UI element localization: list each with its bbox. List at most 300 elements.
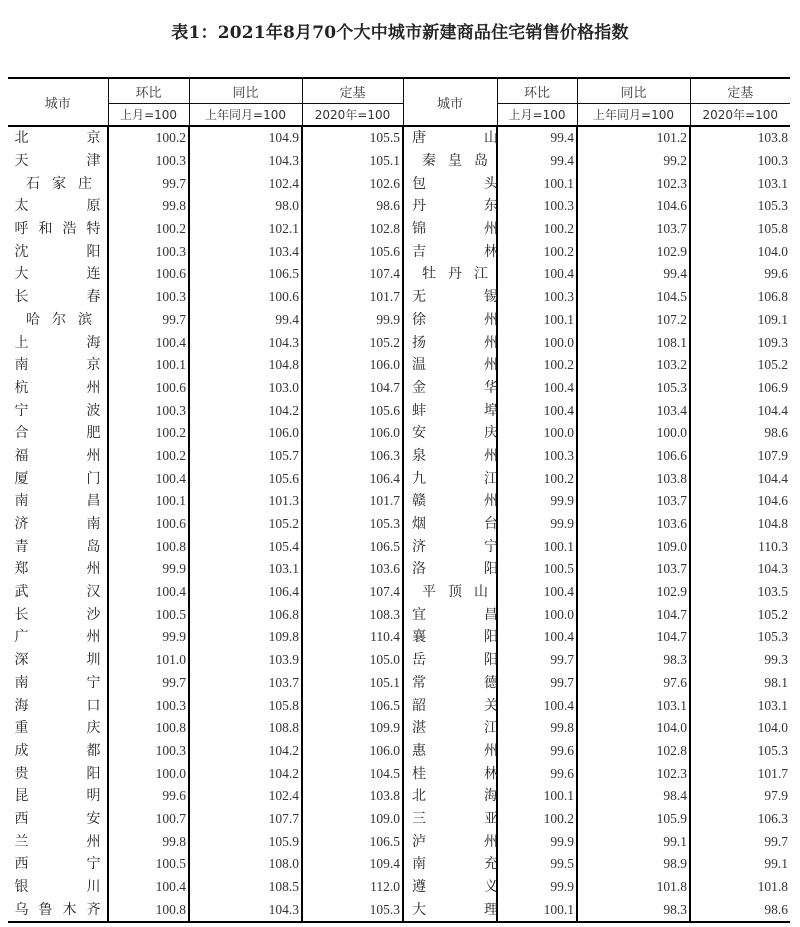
city-name xyxy=(412,422,498,444)
base-value-cell: 99.3 xyxy=(690,649,790,672)
base-value-cell: 99.9 xyxy=(302,309,403,332)
yoy-value-cell: 107.7 xyxy=(189,808,302,831)
mom-value-cell: 100.1 xyxy=(497,309,577,332)
mom-value-cell: 100.1 xyxy=(108,354,189,377)
city-char: 亚 xyxy=(484,810,498,827)
yoy-value-cell: 105.8 xyxy=(189,694,302,717)
yoy-value-cell: 104.7 xyxy=(577,626,690,649)
table-row xyxy=(8,354,790,377)
city-char: 广 xyxy=(14,629,29,646)
yoy-value-cell: 107.2 xyxy=(577,309,690,332)
city-char: 北 xyxy=(412,788,426,805)
city-name xyxy=(15,490,101,512)
table-row xyxy=(8,172,790,195)
city-char: 青 xyxy=(14,538,29,555)
city-char: 州 xyxy=(484,357,498,374)
city-char: 林 xyxy=(484,243,498,260)
yoy-value-cell: 102.3 xyxy=(577,762,690,785)
yoy-value-cell: 109.0 xyxy=(577,535,690,558)
base-value-cell: 103.1 xyxy=(690,694,790,717)
yoy-value-cell: 106.0 xyxy=(189,422,302,445)
city-name xyxy=(15,468,101,490)
table-row xyxy=(8,150,790,173)
city-char: 扬 xyxy=(412,334,426,351)
city-name-cell xyxy=(403,535,497,558)
base-value-cell: 98.6 xyxy=(690,422,790,445)
city-name xyxy=(15,717,101,739)
city-name xyxy=(15,808,101,830)
base-value-cell: 103.5 xyxy=(690,581,790,604)
city-name-cell xyxy=(8,649,108,672)
base-value-cell: 109.1 xyxy=(690,309,790,332)
city-name-cell xyxy=(403,853,497,876)
city-char: 州 xyxy=(484,833,498,850)
city-name xyxy=(412,490,498,512)
yoy-value-cell: 104.2 xyxy=(189,762,302,785)
city-name xyxy=(412,354,498,376)
city-name xyxy=(418,150,488,172)
table-body xyxy=(8,126,790,922)
mom-value-cell: 99.6 xyxy=(497,740,577,763)
yoy-value-cell: 103.7 xyxy=(189,672,302,695)
city-name-cell xyxy=(403,240,497,263)
city-char: 波 xyxy=(86,402,101,419)
base-value-cell: 103.8 xyxy=(302,785,403,808)
city-name-cell xyxy=(403,717,497,740)
base-value-cell: 106.0 xyxy=(302,354,403,377)
city-char: 川 xyxy=(86,879,101,896)
city-name xyxy=(412,445,498,467)
city-name-cell xyxy=(8,626,108,649)
city-char: 津 xyxy=(86,153,101,170)
base-value-cell: 106.0 xyxy=(302,740,403,763)
city-char: 木 xyxy=(62,901,77,918)
city-char: 呼 xyxy=(14,221,29,238)
city-name xyxy=(15,286,101,308)
city-char: 重 xyxy=(14,720,29,737)
city-char: 无 xyxy=(412,289,426,306)
yoy-value-cell: 102.8 xyxy=(577,740,690,763)
city-char: 宁 xyxy=(86,856,101,873)
city-name xyxy=(412,695,498,717)
city-name xyxy=(15,853,101,875)
city-char: 明 xyxy=(86,788,101,805)
base-value-cell: 109.0 xyxy=(302,808,403,831)
city-char: 烟 xyxy=(412,516,426,533)
city-char: 尔 xyxy=(52,311,66,328)
base-value-cell: 101.7 xyxy=(302,286,403,309)
city-char: 台 xyxy=(484,516,498,533)
table-row xyxy=(8,535,790,558)
city-name xyxy=(412,195,498,217)
base-value-cell: 109.9 xyxy=(302,717,403,740)
mom-value-cell: 100.2 xyxy=(108,445,189,468)
mom-value-cell: 100.3 xyxy=(108,399,189,422)
mom-value-cell: 99.9 xyxy=(497,513,577,536)
city-char: 厦 xyxy=(14,470,29,487)
city-char: 兰 xyxy=(14,833,29,850)
city-char: 埠 xyxy=(484,402,498,419)
city-column-header-right: 城市 xyxy=(403,78,497,126)
base-value-cell: 105.1 xyxy=(302,150,403,173)
city-char: 济 xyxy=(14,516,29,533)
city-char: 西 xyxy=(14,810,29,827)
mom-value-cell: 99.9 xyxy=(497,830,577,853)
city-name xyxy=(412,241,498,263)
mom-value-cell: 100.0 xyxy=(497,331,577,354)
city-char: 昌 xyxy=(484,606,498,623)
yoy-value-cell: 100.0 xyxy=(577,422,690,445)
city-char: 平 xyxy=(422,584,436,601)
yoy-value-cell: 106.6 xyxy=(577,445,690,468)
city-char: 贵 xyxy=(14,765,29,782)
city-name xyxy=(412,286,498,308)
table-row xyxy=(8,581,790,604)
city-char: 皇 xyxy=(448,153,462,170)
table-row xyxy=(8,830,790,853)
yoy-value-cell: 108.5 xyxy=(189,876,302,899)
yoy-value-cell: 104.8 xyxy=(189,354,302,377)
yoy-value-cell: 101.3 xyxy=(189,490,302,513)
yoy-value-cell: 101.8 xyxy=(577,876,690,899)
mom-value-cell: 100.1 xyxy=(497,898,577,922)
yoy-value-cell: 106.5 xyxy=(189,263,302,286)
base-value-cell: 104.5 xyxy=(302,762,403,785)
city-char: 海 xyxy=(86,334,101,351)
base-value-cell: 106.5 xyxy=(302,694,403,717)
city-char: 宜 xyxy=(412,606,426,623)
city-char: 湛 xyxy=(412,720,426,737)
city-name-cell xyxy=(403,830,497,853)
city-name xyxy=(15,740,101,762)
city-name-cell xyxy=(403,649,497,672)
city-char: 吉 xyxy=(412,243,426,260)
mom-value-cell: 100.4 xyxy=(497,399,577,422)
mom-value-cell: 100.4 xyxy=(497,626,577,649)
city-char: 桂 xyxy=(412,765,426,782)
city-char: 合 xyxy=(14,425,29,442)
base-value-cell: 101.7 xyxy=(302,490,403,513)
yoy-value-cell: 103.1 xyxy=(577,694,690,717)
yoy-value-cell: 104.3 xyxy=(189,150,302,173)
city-char: 常 xyxy=(412,674,426,691)
mom-value-cell: 100.3 xyxy=(108,240,189,263)
base-value-cell: 107.9 xyxy=(690,445,790,468)
yoy-value-cell: 108.1 xyxy=(577,331,690,354)
base-subheader-right: 2020年=100 xyxy=(690,104,790,127)
city-name-cell xyxy=(8,218,108,241)
mom-value-cell: 100.6 xyxy=(108,263,189,286)
city-name xyxy=(15,127,101,149)
mom-value-cell: 100.3 xyxy=(497,195,577,218)
city-char: 连 xyxy=(86,266,101,283)
city-name-cell xyxy=(8,195,108,218)
mom-value-cell: 100.1 xyxy=(497,172,577,195)
city-name-cell xyxy=(8,898,108,922)
city-name xyxy=(412,785,498,807)
table-row xyxy=(8,876,790,899)
city-char: 阳 xyxy=(86,765,101,782)
table-row xyxy=(8,240,790,263)
city-char: 宁 xyxy=(86,674,101,691)
city-char: 金 xyxy=(412,379,426,396)
price-index-table xyxy=(8,77,790,923)
city-char: 特 xyxy=(86,221,101,238)
yoy-value-cell: 98.9 xyxy=(577,853,690,876)
city-char: 宁 xyxy=(484,538,498,555)
city-name xyxy=(412,332,498,354)
city-char: 宁 xyxy=(14,402,29,419)
base-value-cell: 101.8 xyxy=(690,876,790,899)
mom-value-cell: 99.8 xyxy=(108,830,189,853)
city-char: 北 xyxy=(14,130,29,147)
base-value-cell: 105.3 xyxy=(690,626,790,649)
base-value-cell: 112.0 xyxy=(302,876,403,899)
city-name xyxy=(412,558,498,580)
city-name-cell xyxy=(8,740,108,763)
city-char: 东 xyxy=(484,198,498,215)
city-name xyxy=(412,400,498,422)
city-name-cell xyxy=(8,286,108,309)
city-name-cell xyxy=(8,150,108,173)
base-value-cell: 102.8 xyxy=(302,218,403,241)
city-name-cell xyxy=(403,762,497,785)
city-char: 京 xyxy=(86,130,101,147)
base-value-cell: 106.4 xyxy=(302,467,403,490)
mom-value-cell: 100.2 xyxy=(108,126,189,150)
base-value-cell: 107.4 xyxy=(302,263,403,286)
base-value-cell: 104.7 xyxy=(302,377,403,400)
base-column-header-right: 定基 xyxy=(690,78,790,104)
city-char: 安 xyxy=(86,810,101,827)
city-name-cell xyxy=(403,740,497,763)
yoy-value-cell: 102.4 xyxy=(189,172,302,195)
table-row xyxy=(8,126,790,150)
city-name-cell xyxy=(403,785,497,808)
table-row xyxy=(8,898,790,922)
mom-value-cell: 100.6 xyxy=(108,513,189,536)
city-name xyxy=(15,150,101,172)
city-char: 州 xyxy=(484,311,498,328)
table-row xyxy=(8,762,790,785)
yoy-value-cell: 98.0 xyxy=(189,195,302,218)
city-name-cell xyxy=(8,172,108,195)
city-name xyxy=(412,717,498,739)
mom-value-cell: 100.2 xyxy=(497,218,577,241)
mom-value-cell: 100.4 xyxy=(108,876,189,899)
city-name-cell xyxy=(403,399,497,422)
table-row xyxy=(8,467,790,490)
city-name xyxy=(15,422,101,444)
yoy-subheader-right: 上年同月=100 xyxy=(577,104,690,127)
mom-value-cell: 99.7 xyxy=(108,172,189,195)
city-char: 鲁 xyxy=(38,901,53,918)
city-char: 州 xyxy=(86,561,101,578)
city-name xyxy=(15,604,101,626)
city-char: 乌 xyxy=(14,901,29,918)
city-char: 襄 xyxy=(412,629,426,646)
city-name-cell xyxy=(403,445,497,468)
base-value-cell: 105.6 xyxy=(302,399,403,422)
city-name-cell xyxy=(8,558,108,581)
city-name xyxy=(15,536,101,558)
city-name-cell xyxy=(8,399,108,422)
city-name xyxy=(412,831,498,853)
city-char: 家 xyxy=(52,175,66,192)
city-char: 州 xyxy=(484,334,498,351)
table-title: 表1：2021年8月70个大中城市新建商品住宅销售价格指数 xyxy=(171,23,629,43)
table-row xyxy=(8,422,790,445)
table-row xyxy=(8,218,790,241)
yoy-value-cell: 104.6 xyxy=(577,195,690,218)
yoy-value-cell: 106.8 xyxy=(189,603,302,626)
table-row xyxy=(8,445,790,468)
city-name-cell xyxy=(8,694,108,717)
mom-value-cell: 101.0 xyxy=(108,649,189,672)
city-name-cell xyxy=(8,240,108,263)
mom-value-cell: 100.4 xyxy=(108,467,189,490)
city-char: 南 xyxy=(14,357,29,374)
yoy-value-cell: 104.7 xyxy=(577,603,690,626)
yoy-value-cell: 105.2 xyxy=(189,513,302,536)
city-char: 庆 xyxy=(484,425,498,442)
city-char: 州 xyxy=(484,447,498,464)
city-name xyxy=(15,400,101,422)
city-char: 海 xyxy=(484,788,498,805)
city-name xyxy=(412,626,498,648)
city-name-cell xyxy=(403,876,497,899)
yoy-value-cell: 98.4 xyxy=(577,785,690,808)
yoy-value-cell: 99.2 xyxy=(577,150,690,173)
city-name-cell xyxy=(403,490,497,513)
yoy-value-cell: 103.6 xyxy=(577,513,690,536)
city-char: 西 xyxy=(14,856,29,873)
city-name-cell xyxy=(8,535,108,558)
yoy-value-cell: 105.7 xyxy=(189,445,302,468)
mom-value-cell: 100.8 xyxy=(108,535,189,558)
city-column-header-left: 城市 xyxy=(8,78,108,126)
city-char: 州 xyxy=(484,493,498,510)
city-char: 肥 xyxy=(86,425,101,442)
city-char: 徐 xyxy=(412,311,426,328)
city-char: 滨 xyxy=(78,311,92,328)
mom-value-cell: 100.3 xyxy=(108,150,189,173)
city-name-cell xyxy=(8,263,108,286)
yoy-value-cell: 105.9 xyxy=(189,830,302,853)
city-char: 锦 xyxy=(412,221,426,238)
table-row xyxy=(8,195,790,218)
city-char: 州 xyxy=(86,629,101,646)
base-value-cell: 104.4 xyxy=(690,467,790,490)
city-char: 太 xyxy=(14,198,29,215)
yoy-value-cell: 105.4 xyxy=(189,535,302,558)
base-value-cell: 110.4 xyxy=(302,626,403,649)
base-value-cell: 105.3 xyxy=(302,513,403,536)
city-char: 长 xyxy=(14,289,29,306)
base-value-cell: 106.8 xyxy=(690,286,790,309)
city-char: 蚌 xyxy=(412,402,426,419)
city-name-cell xyxy=(8,513,108,536)
city-name xyxy=(418,263,488,285)
city-name-cell xyxy=(403,672,497,695)
city-char: 京 xyxy=(86,357,101,374)
base-value-cell: 104.8 xyxy=(690,513,790,536)
yoy-value-cell: 105.9 xyxy=(577,808,690,831)
city-name xyxy=(15,241,101,263)
city-name-cell xyxy=(8,717,108,740)
base-value-cell: 105.5 xyxy=(302,126,403,150)
mom-value-cell: 100.3 xyxy=(108,286,189,309)
mom-value-cell: 100.0 xyxy=(497,603,577,626)
yoy-value-cell: 103.2 xyxy=(577,354,690,377)
city-char: 牡 xyxy=(422,266,436,283)
city-char: 福 xyxy=(14,447,29,464)
city-char: 州 xyxy=(86,833,101,850)
mom-value-cell: 99.6 xyxy=(108,785,189,808)
yoy-value-cell: 103.0 xyxy=(189,377,302,400)
city-name-cell xyxy=(403,467,497,490)
city-name-cell xyxy=(403,558,497,581)
city-name-cell xyxy=(403,172,497,195)
mom-value-cell: 99.9 xyxy=(497,876,577,899)
table-row xyxy=(8,399,790,422)
yoy-value-cell: 99.4 xyxy=(189,309,302,332)
yoy-value-cell: 100.6 xyxy=(189,286,302,309)
mom-value-cell: 100.4 xyxy=(108,331,189,354)
mom-value-cell: 99.7 xyxy=(497,672,577,695)
city-name-cell xyxy=(403,126,497,150)
city-name-cell xyxy=(403,898,497,922)
mom-column-header-left: 环比 xyxy=(108,78,189,104)
city-name-cell xyxy=(8,808,108,831)
city-name xyxy=(412,604,498,626)
city-name-cell xyxy=(8,467,108,490)
city-name xyxy=(15,672,101,694)
city-name-cell xyxy=(403,808,497,831)
yoy-value-cell: 108.8 xyxy=(189,717,302,740)
base-value-cell: 98.6 xyxy=(302,195,403,218)
mom-value-cell: 100.8 xyxy=(108,717,189,740)
yoy-value-cell: 104.3 xyxy=(189,331,302,354)
yoy-value-cell: 101.2 xyxy=(577,126,690,150)
city-char: 江 xyxy=(484,470,498,487)
yoy-value-cell: 103.7 xyxy=(577,490,690,513)
base-value-cell: 101.7 xyxy=(690,762,790,785)
mom-value-cell: 100.4 xyxy=(497,377,577,400)
mom-value-cell: 99.8 xyxy=(108,195,189,218)
base-value-cell: 98.6 xyxy=(690,898,790,922)
city-name-cell xyxy=(403,354,497,377)
city-name xyxy=(15,876,101,898)
mom-value-cell: 99.9 xyxy=(108,558,189,581)
mom-value-cell: 100.2 xyxy=(108,422,189,445)
mom-value-cell: 100.4 xyxy=(108,581,189,604)
city-char: 丹 xyxy=(412,198,426,215)
yoy-value-cell: 104.2 xyxy=(189,740,302,763)
base-value-cell: 102.6 xyxy=(302,172,403,195)
city-char: 州 xyxy=(484,221,498,238)
table-row xyxy=(8,694,790,717)
city-name-cell xyxy=(8,445,108,468)
yoy-column-header-left: 同比 xyxy=(189,78,302,104)
mom-value-cell: 99.7 xyxy=(497,649,577,672)
mom-value-cell: 100.4 xyxy=(497,694,577,717)
city-name-cell xyxy=(403,309,497,332)
city-char: 岳 xyxy=(412,652,426,669)
mom-value-cell: 100.5 xyxy=(108,853,189,876)
table-row xyxy=(8,717,790,740)
base-value-cell: 99.6 xyxy=(690,263,790,286)
